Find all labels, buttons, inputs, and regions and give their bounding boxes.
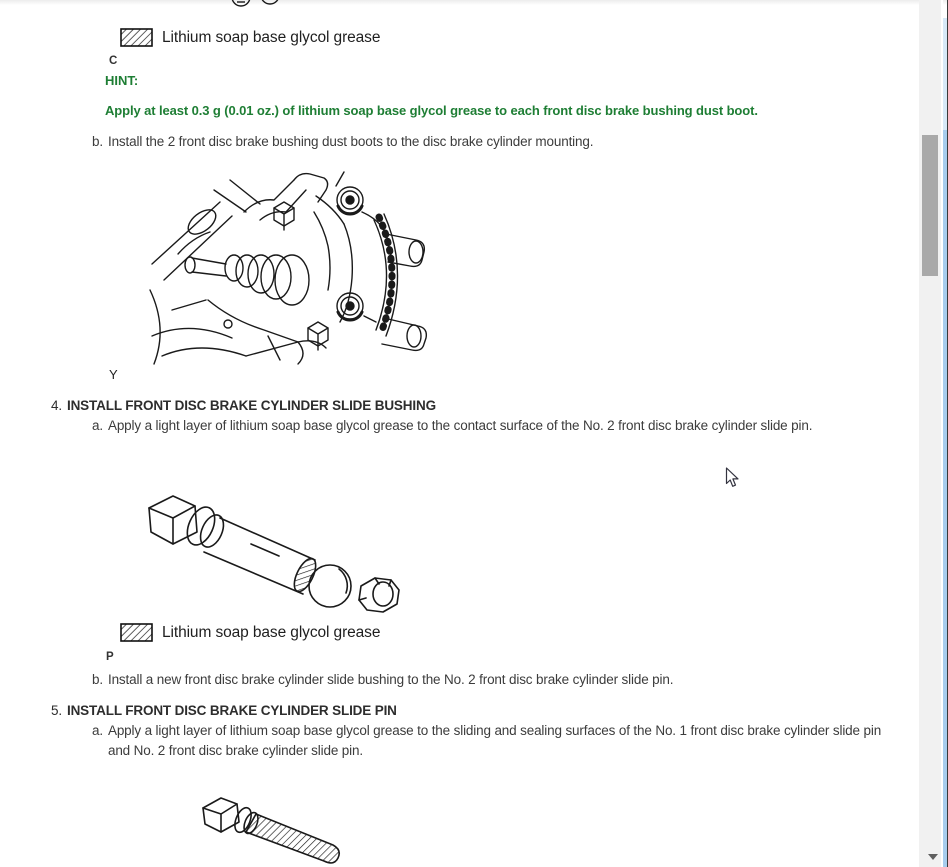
hint-heading: HINT: <box>105 73 139 88</box>
step-4a <box>92 416 812 436</box>
inner-scrollbar-thumb[interactable] <box>922 135 938 276</box>
step-5-heading <box>51 701 397 720</box>
figure-code-c: C <box>109 55 118 67</box>
step-4-title: INSTALL FRONT DISC BRAKE CYLINDER SLIDE BUSHING <box>66 398 436 413</box>
step-4a-marker: a. <box>92 418 103 433</box>
grease-hatch-swatch-icon <box>120 28 153 47</box>
top-edge-shadow <box>0 0 948 5</box>
step-5a-marker: a. <box>92 723 103 738</box>
cropped-callout-circles <box>222 0 292 14</box>
step-5-title: INSTALL FRONT DISC BRAKE CYLINDER SLIDE PIN <box>66 703 397 718</box>
step-4b <box>92 670 673 690</box>
legend-label: Lithium soap base glycol grease <box>162 623 381 641</box>
figure-brake-assembly <box>148 168 428 368</box>
mouse-cursor <box>725 467 741 489</box>
figure-slide-pin-and-bushing <box>133 474 405 624</box>
grease-hatch-swatch-icon <box>120 623 153 642</box>
grease-legend-2 <box>120 623 380 642</box>
step-4b-marker: b. <box>92 672 103 687</box>
step-4b-text: Install a new front disc brake cylinder slide bushing to the No. 2 front disc brake cylinder slide pin. <box>107 672 674 687</box>
step-3b <box>92 132 593 152</box>
step-4-number: 4. <box>51 398 62 413</box>
grease-legend-1 <box>120 28 380 47</box>
figure-code-y: Y <box>109 367 118 382</box>
step-5a <box>92 721 890 761</box>
step-3b-marker: b. <box>92 134 103 149</box>
step-5-number: 5. <box>51 703 62 718</box>
step-5a-text: Apply a light layer of lithium soap base glycol grease to the sliding and sealing surfaces of the No. 1 front disc brake cylinder slide pin and No. 2 front disc brake cylinder slide pin. <box>107 723 882 758</box>
legend-label: Lithium soap base glycol grease <box>162 28 381 46</box>
scroll-down-arrow-icon[interactable] <box>928 854 938 860</box>
figure-code-p: P <box>106 651 114 663</box>
hint-body: Apply at least 0.3 g (0.01 oz.) of lithium soap base glycol grease to each front disc brake bushing dust boot. <box>105 103 758 118</box>
inner-scrollbar-track[interactable] <box>919 0 941 867</box>
step-4a-text: Apply a light layer of lithium soap base glycol grease to the contact surface of the No. 2 front disc brake cylinder slide pin. <box>107 418 813 433</box>
step-4-heading <box>51 396 436 415</box>
step-3b-text: Install the 2 front disc brake bushing dust boots to the disc brake cylinder mounting. <box>107 134 594 149</box>
figure-greased-slide-pin <box>195 790 347 867</box>
